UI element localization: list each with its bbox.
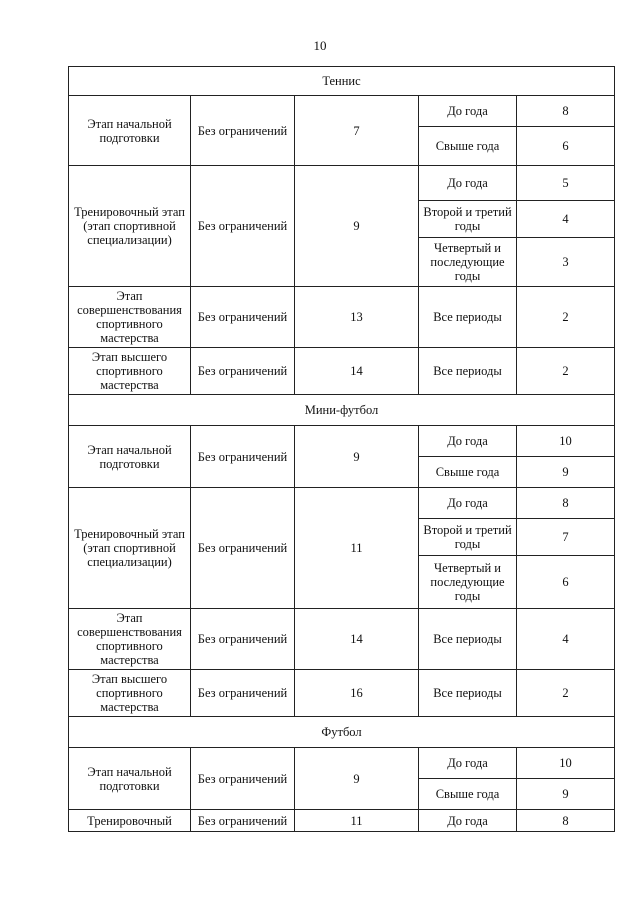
- age-limit: Без ограничений: [191, 609, 295, 670]
- period-value: 4: [517, 201, 615, 238]
- period-value: 2: [517, 670, 615, 717]
- period-label: Четвертый и последующие годы: [419, 556, 517, 609]
- table-row: [69, 748, 615, 779]
- period-label: До года: [419, 488, 517, 519]
- table-row: [69, 810, 615, 832]
- age-limit: Без ограничений: [191, 488, 295, 609]
- table-row: [69, 609, 615, 670]
- section-title: Теннис: [69, 67, 615, 96]
- period-value: 3: [517, 238, 615, 287]
- section-header-row: [69, 395, 615, 426]
- period-value: 9: [517, 457, 615, 488]
- stage-name: Этап высшего спортивного мастерства: [69, 670, 191, 717]
- table-row: [69, 166, 615, 201]
- period-value: 2: [517, 348, 615, 395]
- period-value: 8: [517, 488, 615, 519]
- table-row: [69, 426, 615, 457]
- period-value: 6: [517, 127, 615, 166]
- period-label: Свыше года: [419, 457, 517, 488]
- period-value: 5: [517, 166, 615, 201]
- stage-name: Этап начальной подготовки: [69, 426, 191, 488]
- period-value: 9: [517, 779, 615, 810]
- min-age: 16: [295, 670, 419, 717]
- min-age: 7: [295, 96, 419, 166]
- age-limit: Без ограничений: [191, 96, 295, 166]
- min-age: 9: [295, 166, 419, 287]
- period-label: До года: [419, 810, 517, 832]
- age-limit: Без ограничений: [191, 748, 295, 810]
- min-age: 13: [295, 287, 419, 348]
- section-header-row: [69, 67, 615, 96]
- section-title: Мини-футбол: [69, 395, 615, 426]
- age-limit: Без ограничений: [191, 426, 295, 488]
- page-number: 10: [313, 38, 327, 53]
- min-age: 11: [295, 810, 419, 832]
- table-row: [69, 348, 615, 395]
- stage-name: Этап высшего спортивного мастерства: [69, 348, 191, 395]
- period-label: Все периоды: [419, 287, 517, 348]
- min-age: 11: [295, 488, 419, 609]
- period-value: 10: [517, 748, 615, 779]
- period-label: Свыше года: [419, 779, 517, 810]
- period-value: 10: [517, 426, 615, 457]
- age-limit: Без ограничений: [191, 670, 295, 717]
- period-value: 4: [517, 609, 615, 670]
- table-row: [69, 488, 615, 519]
- stage-name: Этап начальной подготовки: [69, 96, 191, 166]
- period-value: 8: [517, 810, 615, 832]
- stage-name: Этап начальной подготовки: [69, 748, 191, 810]
- period-label: До года: [419, 748, 517, 779]
- period-label: Второй и третий годы: [419, 201, 517, 238]
- age-limit: Без ограничений: [191, 810, 295, 832]
- table-row: [69, 670, 615, 717]
- section-header-row: [69, 717, 615, 748]
- stage-name: Этап совершенствования спортивного мастерства: [69, 609, 191, 670]
- sport-stages-table: [68, 66, 615, 832]
- min-age: 14: [295, 348, 419, 395]
- age-limit: Без ограничений: [191, 287, 295, 348]
- period-label: Все периоды: [419, 348, 517, 395]
- period-label: До года: [419, 426, 517, 457]
- period-value: 2: [517, 287, 615, 348]
- stage-name: Тренировочный: [69, 810, 191, 832]
- period-value: 7: [517, 519, 615, 556]
- period-label: До года: [419, 96, 517, 127]
- period-label: Все периоды: [419, 609, 517, 670]
- min-age: 14: [295, 609, 419, 670]
- min-age: 9: [295, 426, 419, 488]
- table-row: [69, 96, 615, 127]
- stage-name: Тренировочный этап (этап спортивной специализации): [69, 166, 191, 287]
- stage-name: Этап совершенствования спортивного мастерства: [69, 287, 191, 348]
- period-value: 6: [517, 556, 615, 609]
- min-age: 9: [295, 748, 419, 810]
- period-label: Все периоды: [419, 670, 517, 717]
- age-limit: Без ограничений: [191, 348, 295, 395]
- section-title: Футбол: [69, 717, 615, 748]
- period-label: Второй и третий годы: [419, 519, 517, 556]
- age-limit: Без ограничений: [191, 166, 295, 287]
- period-label: До года: [419, 166, 517, 201]
- table-row: [69, 287, 615, 348]
- period-label: Четвертый и последующие годы: [419, 238, 517, 287]
- period-value: 8: [517, 96, 615, 127]
- period-label: Свыше года: [419, 127, 517, 166]
- stage-name: Тренировочный этап (этап спортивной специализации): [69, 488, 191, 609]
